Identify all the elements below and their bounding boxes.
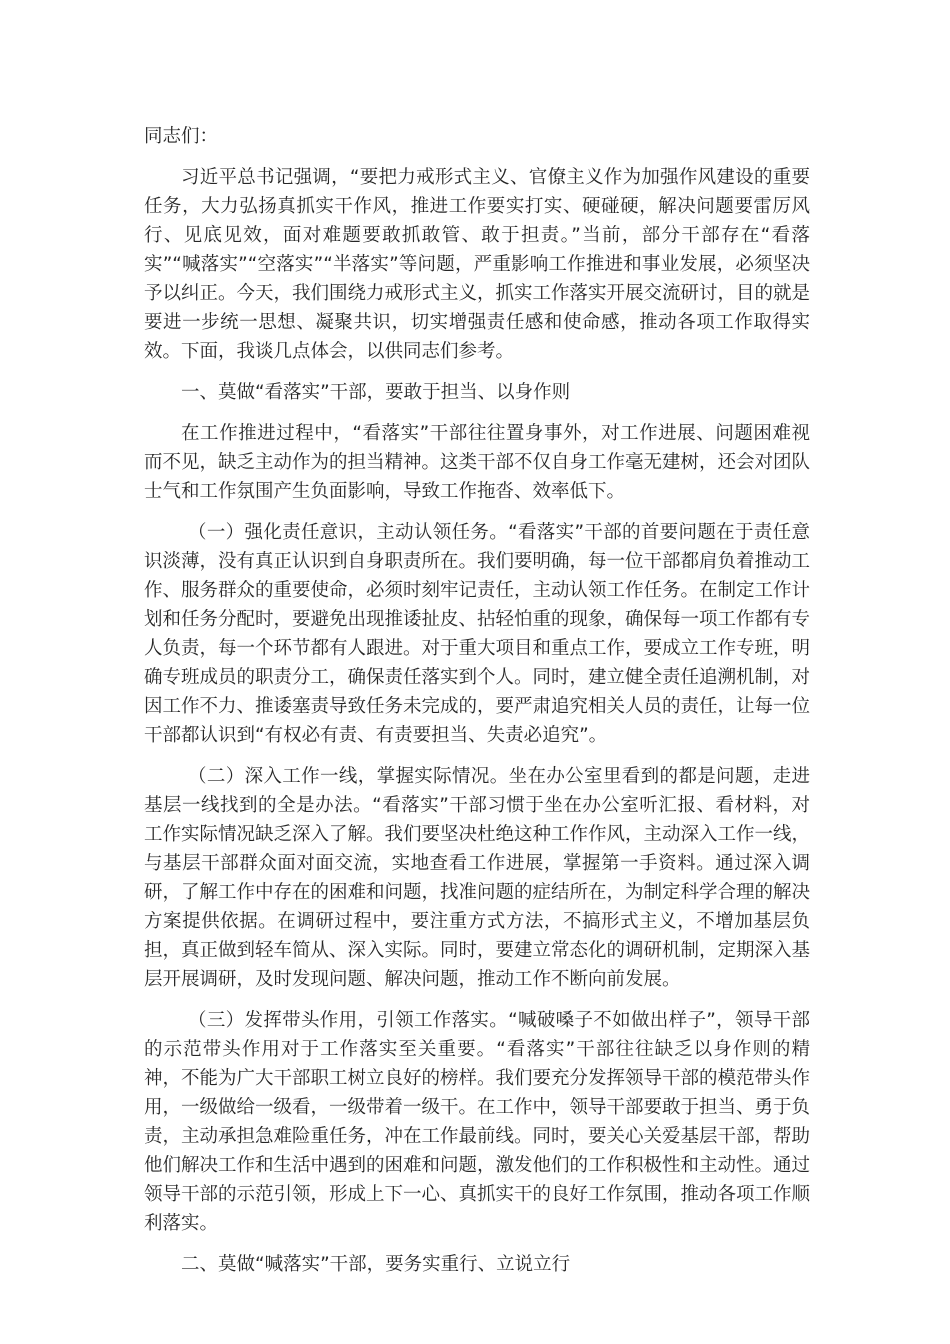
section-1-intro-paragraph: 在工作推进过程中，“看落实”干部往往置身事外，对工作进展、问题困难视而不见，缺乏主动作为的担当精神。这类干部不仅自身工作毫无建树，还会对团队士气和工作氛围产生负面影响，导致工作拖沓、效率低下。 bbox=[144, 423, 811, 502]
section-1-point-3-paragraph: （三）发挥带头作用，引领工作落实。“喊破嗓子不如做出样子”，领导干部的示范带头作用对于工作落实至关重要。“看落实”干部往往缺乏以身作则的精神，不能为广大干部职工树立良好的榜样。我们要充分发挥领导干部的模范带头作用，一级做给一级看，一级带着一级干。在工作中，领导干部要敢于担当、勇于负责，主动承担急难险重任务，冲在工作最前线。同时，要关心关爱基层干部，帮助他们解决工作和生活中遇到的困难和问题，激发他们的工作积极性和主动性。通过领导干部的示范引领，形成上下一心、真抓实干的良好工作氛围，推动各项工作顺利落实。 bbox=[144, 1010, 811, 1234]
section-1-point-1-paragraph: （一）强化责任意识，主动认领任务。“看落实”干部的首要问题在于责任意识淡薄，没有真正认识到自身职责所在。我们要明确，每一位干部都肩负着推动工作、服务群众的重要使命，必须时刻牢记责任，主动认领工作任务。在制定工作计划和任务分配时，要避免出现推诿扯皮、拈轻怕重的现象，确保每一项工作都有专人负责，每一个环节都有人跟进。对于重大项目和重点工作，要成立工作专班，明确专班成员的职责分工，确保责任落实到个人。同时，建立健全责任追溯机制，对因工作不力、推诿塞责导致任务未完成的，要严肃追究相关人员的责任，让每一位干部都认识到“有权必有责、有责要担当、失责必追究”。 bbox=[144, 522, 811, 746]
salutation: 同志们： bbox=[144, 126, 219, 147]
section-2-heading: 二、莫做“喊落实”干部，要务实重行、立说立行 bbox=[181, 1254, 571, 1275]
section-1-point-2-paragraph: （二）深入工作一线，掌握实际情况。坐在办公室里看到的都是问题，走进基层一线找到的全是办法。“看落实”干部习惯于坐在办公室听汇报、看材料，对工作实际情况缺乏深入了解。我们要坚决杜绝这种工作作风，主动深入工作一线，与基层干部群众面对面交流，实地查看工作进展，掌握第一手资料。通过深入调研，了解工作中存在的困难和问题，找准问题的症结所在，为制定科学合理的解决方案提供依据。在调研过程中，要注重方式方法，不搞形式主义，不增加基层负担，真正做到轻车简从、深入实际。同时，要建立常态化的调研机制，定期深入基层开展调研，及时发现问题、解决问题，推动工作不断向前发展。 bbox=[144, 766, 811, 990]
section-1-heading: 一、莫做“看落实”干部，要敢于担当、以身作则 bbox=[181, 382, 571, 403]
intro-paragraph: 习近平总书记强调，“要把力戒形式主义、官僚主义作为加强作风建设的重要任务，大力弘扬真抓实干作风，推进工作要实打实、硬碰硬，解决问题要雷厉风行、见底见效，面对难题要敢抓敢管、敢于担责。”当前，部分干部存在“看落实”“喊落实”“空落实”“半落实”等问题，严重影响工作推进和事业发展，必须坚决予以纠正。今天，我们围绕力戒形式主义，抓实工作落实开展交流研讨，目的就是要进一步统一思想、凝聚共识，切实增强责任感和使命感，推动各项工作取得实效。下面，我谈几点体会，以供同志们参考。 bbox=[144, 167, 811, 362]
document-body bbox=[144, 122, 810, 1291]
